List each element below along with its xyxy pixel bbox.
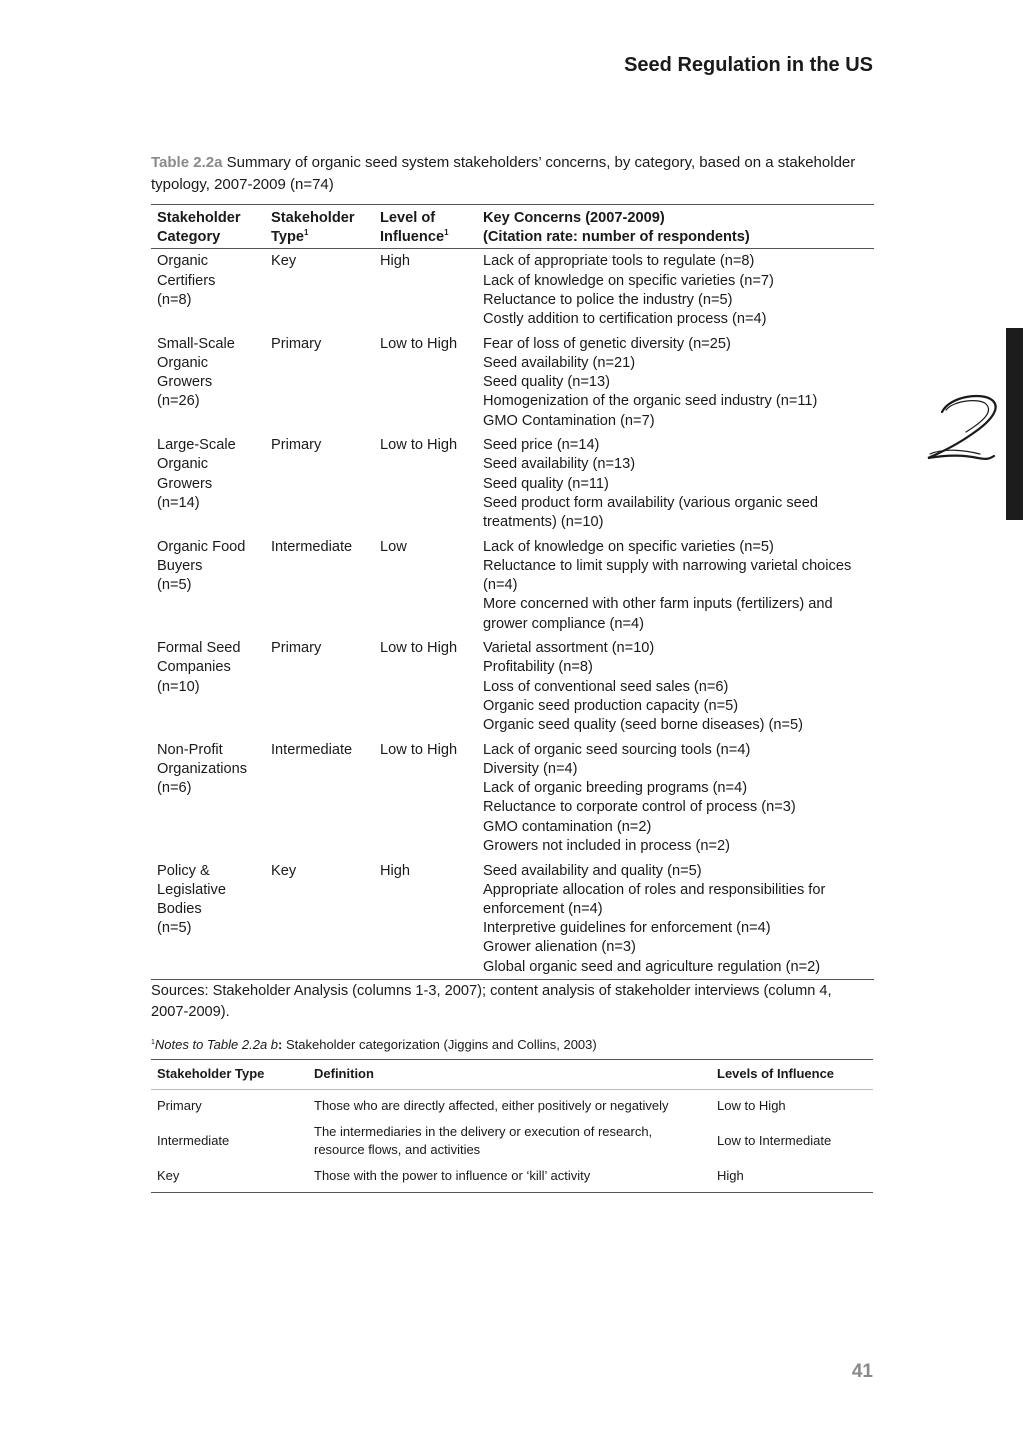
cell-type: Key bbox=[271, 253, 297, 270]
concern-item: Lack of appropriate tools to regulate (n=8) bbox=[483, 253, 755, 270]
concern-item: Reluctance to limit supply with narrowing varietal choices (n=4) bbox=[483, 557, 852, 594]
concern-item: Costly addition to certification process (n=4) bbox=[483, 311, 767, 328]
chapter-number-glyph bbox=[920, 388, 1010, 468]
concern-item: Seed availability (n=21) bbox=[483, 354, 636, 371]
stakeholder-definitions-table bbox=[151, 1059, 873, 1193]
concern-item: Seed quality (n=11) bbox=[483, 475, 609, 492]
concern-item: Interpretive guidelines for enforcement (n=4) bbox=[483, 920, 771, 937]
cell-category: Organic Certifiers (n=8) bbox=[157, 253, 216, 308]
table-row bbox=[151, 636, 874, 738]
concern-item: Lack of knowledge on specific varieties (n=7) bbox=[483, 272, 774, 289]
cell-influence: Low to High bbox=[380, 741, 458, 758]
notes-text: Stakeholder categorization (Jiggins and Collins, 2003) bbox=[282, 1037, 597, 1052]
concern-item: GMO contamination (n=2) bbox=[483, 818, 652, 835]
header-key-concerns: Key Concerns (2007-2009) (Citation rate: number of respondents) bbox=[477, 205, 874, 249]
cell-category: Policy & Legislative Bodies (n=5) bbox=[151, 859, 265, 980]
cell-category: Organic Food Buyers (n=5) bbox=[157, 538, 246, 594]
cell-type: Intermediate bbox=[157, 1133, 230, 1148]
concern-item: Seed availability and quality (n=5) bbox=[483, 862, 702, 879]
table-row bbox=[151, 249, 874, 332]
page-number: 41 bbox=[851, 1361, 873, 1382]
concern-item: Lack of organic breeding programs (n=4) bbox=[483, 780, 748, 797]
cell-concerns bbox=[477, 636, 874, 738]
table-row bbox=[151, 1090, 873, 1120]
header-definition: Definition bbox=[308, 1060, 711, 1090]
running-head: Seed Regulation in the US bbox=[624, 54, 873, 76]
concern-item: Organic seed quality (seed borne diseases) (n=5) bbox=[483, 717, 804, 734]
caption-label: Table 2.2a bbox=[151, 154, 223, 171]
header-stakeholder-type: Stakeholder Type bbox=[151, 1060, 308, 1090]
cell-type: Key bbox=[151, 1163, 308, 1193]
concern-item: Growers not included in process (n=2) bbox=[483, 837, 730, 854]
cell-influence: Low to High bbox=[380, 437, 458, 454]
cell-type: Primary bbox=[157, 1098, 202, 1113]
cell-type: Key bbox=[265, 859, 374, 980]
cell-concerns bbox=[477, 859, 874, 980]
concern-item: Profitability (n=8) bbox=[483, 659, 593, 676]
footnote-mark: 1 bbox=[303, 228, 309, 238]
notes-label: Notes to Table 2.2a b bbox=[154, 1037, 279, 1052]
cell-concerns bbox=[477, 433, 874, 535]
cell-category: Formal Seed Companies (n=10) bbox=[157, 640, 241, 695]
header-levels-of-influence: Levels of Influence bbox=[711, 1060, 873, 1090]
concern-item: Seed quality (n=13) bbox=[483, 374, 610, 391]
table-row bbox=[151, 1163, 873, 1193]
cell-influence: High bbox=[380, 253, 411, 270]
defs-header-row bbox=[151, 1060, 873, 1090]
concern-item: Seed product form availability (various organic seed treatments) (n=10) bbox=[483, 494, 819, 531]
cell-concerns bbox=[477, 249, 874, 332]
cell-category: Large-Scale Organic Growers (n=14) bbox=[157, 437, 236, 511]
cell-concerns bbox=[477, 332, 874, 434]
cell-influence: Low to High bbox=[717, 1098, 786, 1113]
cell-type: Primary bbox=[271, 640, 322, 657]
table-row bbox=[151, 738, 874, 859]
table-header-row bbox=[151, 205, 874, 249]
cell-influence: High bbox=[711, 1163, 873, 1193]
table-notes bbox=[151, 1037, 597, 1052]
header-stakeholder-category: Stakeholder Category bbox=[151, 205, 265, 249]
concern-item: Reluctance to police the industry (n=5) bbox=[483, 291, 733, 308]
concern-item: Lack of organic seed sourcing tools (n=4) bbox=[483, 741, 751, 758]
cell-definition: Those who are directly affected, either positively or negatively bbox=[314, 1098, 669, 1113]
cell-concerns bbox=[477, 738, 874, 859]
table-row bbox=[151, 433, 874, 535]
cell-influence: Low to High bbox=[380, 335, 458, 352]
table-row bbox=[151, 1119, 873, 1163]
cell-type: Intermediate bbox=[271, 538, 353, 555]
cell-influence: Low to Intermediate bbox=[717, 1133, 832, 1148]
concern-item: Seed price (n=14) bbox=[483, 437, 600, 454]
stakeholder-concerns-table bbox=[151, 204, 874, 980]
concern-item: Fear of loss of genetic diversity (n=25) bbox=[483, 335, 731, 352]
concern-item: Organic seed production capacity (n=5) bbox=[483, 697, 739, 714]
table-caption bbox=[151, 152, 875, 196]
cell-definition: Those with the power to influence or ‘kill’ activity bbox=[308, 1163, 711, 1193]
cell-influence: Low to High bbox=[380, 640, 458, 657]
concern-item: Grower alienation (n=3) bbox=[483, 939, 636, 956]
cell-influence: High bbox=[374, 859, 477, 980]
notes-colon: : bbox=[278, 1037, 283, 1052]
cell-influence: Low bbox=[380, 538, 407, 555]
concern-item: Seed availability (n=13) bbox=[483, 456, 636, 473]
concern-item: Loss of conventional seed sales (n=6) bbox=[483, 678, 729, 695]
concern-item: GMO Contamination (n=7) bbox=[483, 412, 655, 429]
header-level-of-influence: Level of Influence$^1$ bbox=[374, 205, 477, 249]
concern-item: Homogenization of the organic seed industry (n=11) bbox=[483, 393, 818, 410]
footnote-mark: 1 bbox=[444, 228, 449, 238]
notes-footnote-mark: 1 bbox=[151, 1039, 155, 1046]
cell-category: Non-Profit Organizations (n=6) bbox=[157, 741, 248, 797]
cell-definition: The intermediaries in the delivery or execution of research, resource flows, and activities bbox=[314, 1124, 653, 1157]
cell-category: Small-Scale Organic Growers (n=26) bbox=[157, 335, 235, 410]
cell-concerns bbox=[477, 535, 874, 637]
concern-item: Reluctance to corporate control of process (n=3) bbox=[483, 799, 796, 816]
table-row bbox=[151, 859, 874, 980]
table-row bbox=[151, 535, 874, 637]
concern-item: Lack of knowledge on specific varieties (n=5) bbox=[483, 538, 774, 555]
concern-item: Varietal assortment (n=10) bbox=[483, 640, 655, 657]
cell-type: Primary bbox=[271, 335, 322, 352]
header-stakeholder-type: Stakeholder Type$^1$ bbox=[265, 205, 374, 249]
concern-item: More concerned with other farm inputs (fertilizers) and grower compliance (n=4) bbox=[483, 596, 833, 632]
cell-type: Intermediate bbox=[271, 741, 353, 758]
concern-item: Appropriate allocation of roles and responsibilities for enforcement (n=4) bbox=[483, 881, 826, 917]
caption-text: Summary of organic seed system stakeholders’ concerns, by category, based on a stakeholder typology, 2007-2009 (n=74) bbox=[151, 154, 856, 193]
table-sources: Sources: Stakeholder Analysis (columns 1-3, 2007); content analysis of stakeholder interviews (column 4, 2007-2009). bbox=[151, 983, 832, 1020]
table-row bbox=[151, 332, 874, 434]
concern-item: Diversity (n=4) bbox=[483, 760, 578, 777]
cell-type: Primary bbox=[271, 437, 322, 454]
concern-item: Global organic seed and agriculture regulation (n=2) bbox=[483, 958, 821, 975]
